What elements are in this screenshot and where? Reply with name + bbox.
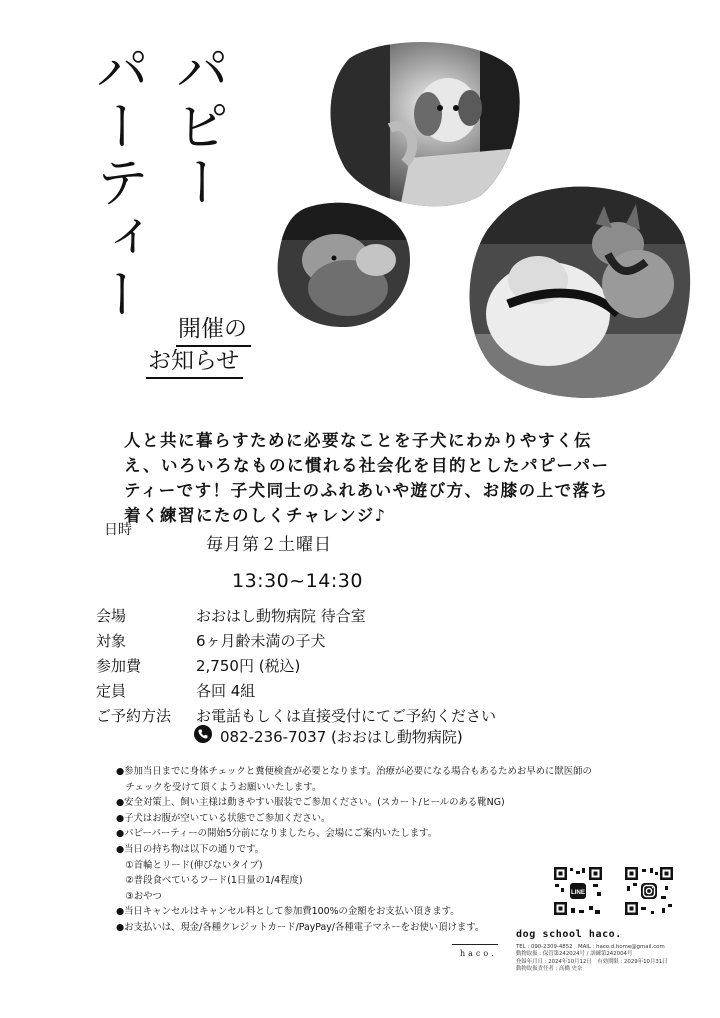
detail-label-fee: 参加費 xyxy=(96,657,142,675)
phone-icon xyxy=(194,725,212,743)
detail-label-reservation: ご予約方法 xyxy=(96,707,172,725)
note-line: ①首輪とリード(伸びないタイプ) xyxy=(116,859,263,871)
schedule-label: 日時 xyxy=(104,522,132,538)
info-line: TEL : 090-2309-4852 MAIL : haco.d.home@gmail.com xyxy=(516,944,665,950)
detail-value-target: 6ヶ月齢未満の子犬 xyxy=(196,632,326,650)
detail-value-reservation: お電話もしくは直接受付にてご予約ください xyxy=(196,707,497,725)
line-qr-code[interactable] xyxy=(553,866,603,916)
detail-label-venue: 会場 xyxy=(96,607,127,625)
note-line: ③おやつ xyxy=(116,890,162,902)
title-column-2: パーティー xyxy=(87,42,150,322)
detail-label-target: 対象 xyxy=(96,632,127,650)
note-line: チェックを受けて頂くようお願いいたします。 xyxy=(116,781,322,793)
photo-puppy-held xyxy=(330,38,522,208)
schedule-time: 13:30~14:30 xyxy=(232,570,363,592)
detail-label-capacity: 定員 xyxy=(96,682,127,700)
photo-puppies-playing xyxy=(468,184,692,398)
instagram-icon xyxy=(641,883,657,899)
schedule-day: 毎月第２土曜日 xyxy=(206,535,332,555)
instagram-qr-code[interactable] xyxy=(624,866,674,916)
note-line: ●パピーパーティーの開始5分前になりましたら、会場にご案内いたします。 xyxy=(116,828,438,840)
note-line: ●子犬はお腹が空いている状態でご参加ください。 xyxy=(116,812,331,824)
detail-value-venue: おおはし動物病院 待合室 xyxy=(196,607,366,625)
detail-value-capacity: 各回 4組 xyxy=(196,682,256,700)
info-line: 動物取扱 : 保管第242024号 / 訓練第242004号 xyxy=(516,951,633,958)
haco-logo: haco. xyxy=(460,949,497,958)
note-line: ●当日の持ち物は以下の通りです。 xyxy=(116,843,265,855)
line-qr-label: LINE xyxy=(570,889,586,896)
note-line: ●お支払いは、現金/各種クレジットカード/PayPay/各種電子マネーをお使い頂けます。 xyxy=(116,921,485,933)
note-line: ●参加当日までに身体チェックと糞便検査が必要となります。治療が必要になる場合もあるためお早めに獣医師の xyxy=(116,766,592,777)
title-column-1: パピー xyxy=(167,42,230,210)
note-line: ②普段食べているフード(1日量の1/4程度) xyxy=(116,875,303,887)
note-line: ●安全対策上、飼い主様は動きやすい服装でご参加ください。(スカート/ヒールのある靴NG) xyxy=(116,797,505,809)
detail-value-fee: 2,750円 (税込) xyxy=(196,657,301,675)
school-info xyxy=(516,944,668,973)
intro-paragraph: 人と共に暮らすために必要なことを子犬にわかりやすく伝え、いろいろなものに慣れる社会化を目的としたパピーパーティーです！子犬同士のふれあいや遊び方、お膝の上で落ち着く練習にたのしくチャレンジ♪ xyxy=(124,431,610,525)
logo-rule xyxy=(452,944,498,945)
school-name: dog school haco. xyxy=(516,929,622,940)
info-line: 登録年月日 : 2024年10月12日 有効期限 : 2029年10月31日 xyxy=(516,958,668,965)
note-line: ●当日キャンセルはキャンセル料として参加費100%の金額をお支払い頂きます。 xyxy=(116,906,460,918)
notice-line-1: 開催の xyxy=(176,314,251,347)
phone-number: 082-236-7037 (おおはし動物病院) xyxy=(220,728,463,746)
photo-puppy-lap xyxy=(276,200,412,328)
notice-line-2: お知らせ xyxy=(146,346,243,379)
info-line: 動物取扱責任者 : 高橋 史奈 xyxy=(516,965,583,972)
